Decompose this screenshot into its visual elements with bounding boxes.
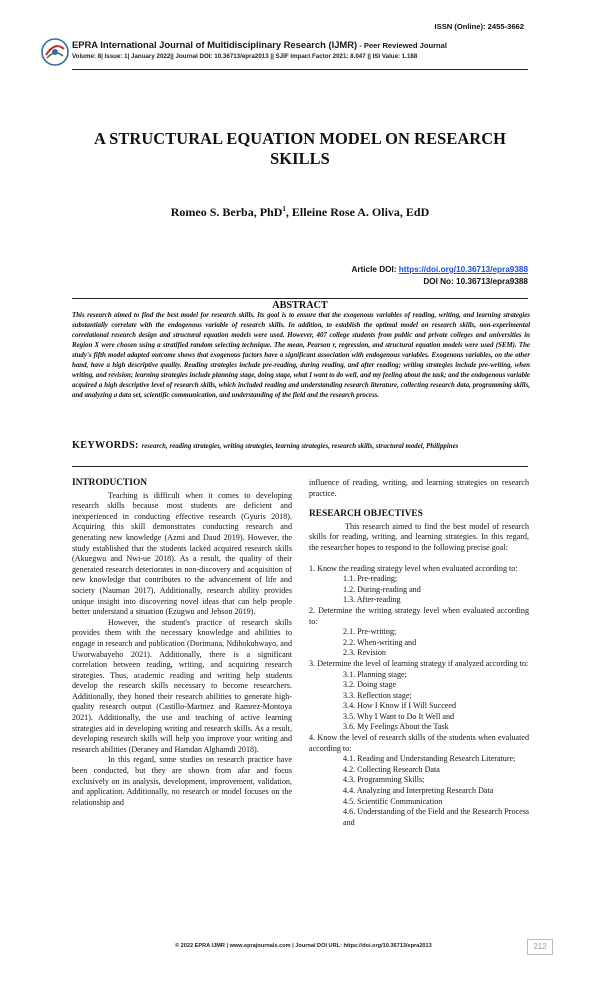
title-line-2: SKILLS xyxy=(270,149,330,168)
issn-label: ISSN (Online): 2455-3662 xyxy=(434,22,524,31)
article-doi xyxy=(351,264,528,276)
author-2: , Elleine Rose A. Oliva, EdD xyxy=(285,205,430,219)
doi-number: DOI No: 10.36713/epra9388 xyxy=(423,277,528,286)
objective-subitem: 3.4. How I Know if I Will Succeed xyxy=(343,701,457,711)
objective-subitem: 4.4. Analyzing and Interpreting Research Data xyxy=(343,786,494,796)
keywords xyxy=(72,441,530,452)
objective-subitem: 4.6. Understanding of the Field and the Research Process and xyxy=(343,807,529,827)
objective-item: 2. Determine the writing strategy level when evaluated according to: xyxy=(309,605,529,626)
objective-subitem: 3.2. Doing stage xyxy=(343,680,397,690)
author-1: Romeo S. Berba, PhD xyxy=(170,205,283,219)
keywords-label: KEYWORDS: xyxy=(72,440,142,451)
doi-block xyxy=(351,264,528,288)
objective-subitem: 1.3. After-reading xyxy=(343,595,401,605)
title-line-1: A STRUCTURAL EQUATION MODEL ON RESEARCH xyxy=(93,129,507,148)
objective-subitem: 2.1. Pre-writing; xyxy=(343,627,397,637)
journal-name xyxy=(72,39,447,50)
objective-subitem: 1.1. Pre-reading; xyxy=(343,574,398,584)
intro-paragraph-3: In this regard, some studies on research practice have been conducted, but they are shown from afar and focus exclusively on its analysis, development, improvement, validation, and application. Additionally, no research or model focuses on the relationship and xyxy=(72,755,292,807)
journal-meta: Volume: 8| Issue: 1| January 2022|| Journal DOI: 10.36713/epra2013 || SJIF Impact Factor 2021: 8.047 || ISI Value: 1.188 xyxy=(72,53,418,60)
keywords-divider xyxy=(72,466,528,467)
objective-item: 1. Know the reading strategy level when evaluated according to: xyxy=(309,563,518,573)
objective-subitem: 1.2. During-reading and xyxy=(343,584,421,594)
objective-subitem: 4.1. Reading and Understanding Research Literature; xyxy=(343,754,516,764)
objective-subitem: 4.5. Scientific Communication xyxy=(343,796,443,806)
objectives-list xyxy=(309,564,529,829)
journal-header xyxy=(40,37,540,67)
objective-item: 3. Determine the level of learning strategy if analyzed according to: xyxy=(309,658,529,668)
page-footer: © 2022 EPRA IJMR | www.eprajournals.com | Journal DOI URL: https://doi.org/10.36713/epra2013 xyxy=(175,943,432,949)
objective-subitem: 3.3. Reflection stage; xyxy=(343,690,412,700)
abstract-heading: ABSTRACT xyxy=(72,298,528,311)
article-doi-label: Article DOI: xyxy=(351,265,399,274)
journal-title: EPRA International Journal of Multidisciplinary Research (IJMR) xyxy=(72,39,358,50)
intro-paragraph-2: However, the student's practice of research skills provides them with the necessary knowledge and abilities to engage in research and publication (Dorimana, Ndihokubwayo, and Uworwabayeho 2021). Additionally, there is a significant correlation between reading, writing, and acquiring research strategies. Thus, academic reading and writing help students develop the research skills necessary to become researchers. Additionally, they honed their research abilities to generate high-quality research output (Castillo-Martnez and Ramrez-Montoya 2021). Additionally, the use and teaching of active learning strategies aid in developing writing and research skills. As a result, developing research skills will help you improve your writing and research abilities (Deraney and Hamdan Alghamdi 2018). xyxy=(72,617,292,754)
paper-title xyxy=(72,129,528,169)
peer-reviewed-label: - Peer Reviewed Journal xyxy=(357,41,448,50)
objective-subitem: 4.2. Collecting Research Data xyxy=(343,764,440,774)
page-number: 212 xyxy=(527,939,553,955)
right-column xyxy=(309,478,529,828)
objective-subitem: 3.6. My Feelings About the Task xyxy=(343,722,449,732)
epra-logo-icon xyxy=(40,37,70,67)
left-column xyxy=(72,478,292,808)
intro-paragraph-3-continued: influence of reading, writing, and learning strategies on research practice. xyxy=(309,478,529,498)
keywords-text: research, reading strategies, writing strategies, learning strategies, research skills, structural model, Philippines xyxy=(141,443,459,450)
objective-subitem: 2.3. Revision xyxy=(343,648,386,658)
objective-item: 4. Know the level of research skills of the students when evaluated according to: xyxy=(309,733,529,753)
introduction-heading: INTRODUCTION xyxy=(72,478,148,488)
objective-subitem: 2.2. When-writing and xyxy=(343,637,417,647)
header-divider xyxy=(72,69,528,70)
objectives-heading: RESEARCH OBJECTIVES xyxy=(309,509,423,520)
objective-subitem: 4.3. Programming Skills; xyxy=(343,775,425,785)
author-line xyxy=(72,205,528,220)
intro-paragraph-1: Teaching is difficult when it comes to developing research skills because most students are deficient and inexperienced in conducting effective research (Gyuris 2018). Acquiring this skill demonstrates conducting research and generating new knowledge (Azmi and Daud 2019). However, the study established that the students lacked acquired research skills (Akuegwu and Nwi-ue 2018). As a result, the quality of their generated research deteriorates in non-discovery and acquisition of new knowledge that contributes to the advancement of life and society (Nauman 2017). Additionally, research ability provides unique insight into discovering novel ideas that can help people better understand a situation (Ezugwu and Jebson 2019). xyxy=(72,490,292,617)
author-1-affiliation: 1 xyxy=(282,205,286,213)
objective-subitem: 3.1. Planning stage; xyxy=(343,669,407,679)
article-doi-link[interactable]: https://doi.org/10.36713/epra9388 xyxy=(398,265,528,274)
objective-subitem: 3.5. Why I Want to Do It Well and xyxy=(343,711,455,721)
objectives-paragraph: This research aimed to find the best model of research skills for reading, writing, and learning strategies. In this regard, the researcher hopes to respond to the following precise goal: xyxy=(309,521,529,552)
abstract-text: This research aimed to find the best model for research skills. Its goal is to ensure that the exogenous variables of reading, writing, and learning strategies substantially correlate with the endogenous variable of research skills. In addition, to establish the optimal model on research skills, non-experimental correlational research design and structural equation models were used. However, 407 college students from public and private colleges and universities in Region X were chosen using a stratified random selecting technique. The mean, Pearson r, regression, and structural equation models were used (SEM). The study's fifth model adapted outcome shows that exogenous factors have a significant association with endogenous variables. Exogenous variables, on the other hand, have a high descriptive quality. Reading strategies include pre-reading, during reading, and after reading; writing strategies include pre-writing, when writing, and revision; learning strategies include planning stage, doing stage, what I want to do well, and my feeling about the task; and the endogenous variable acquired a high descriptive level of research skills, which included reading and understanding research literature, collecting research data, programming skills, and analyzing a data set, scientific communication, and understanding of the field and the research process. xyxy=(72,312,530,399)
